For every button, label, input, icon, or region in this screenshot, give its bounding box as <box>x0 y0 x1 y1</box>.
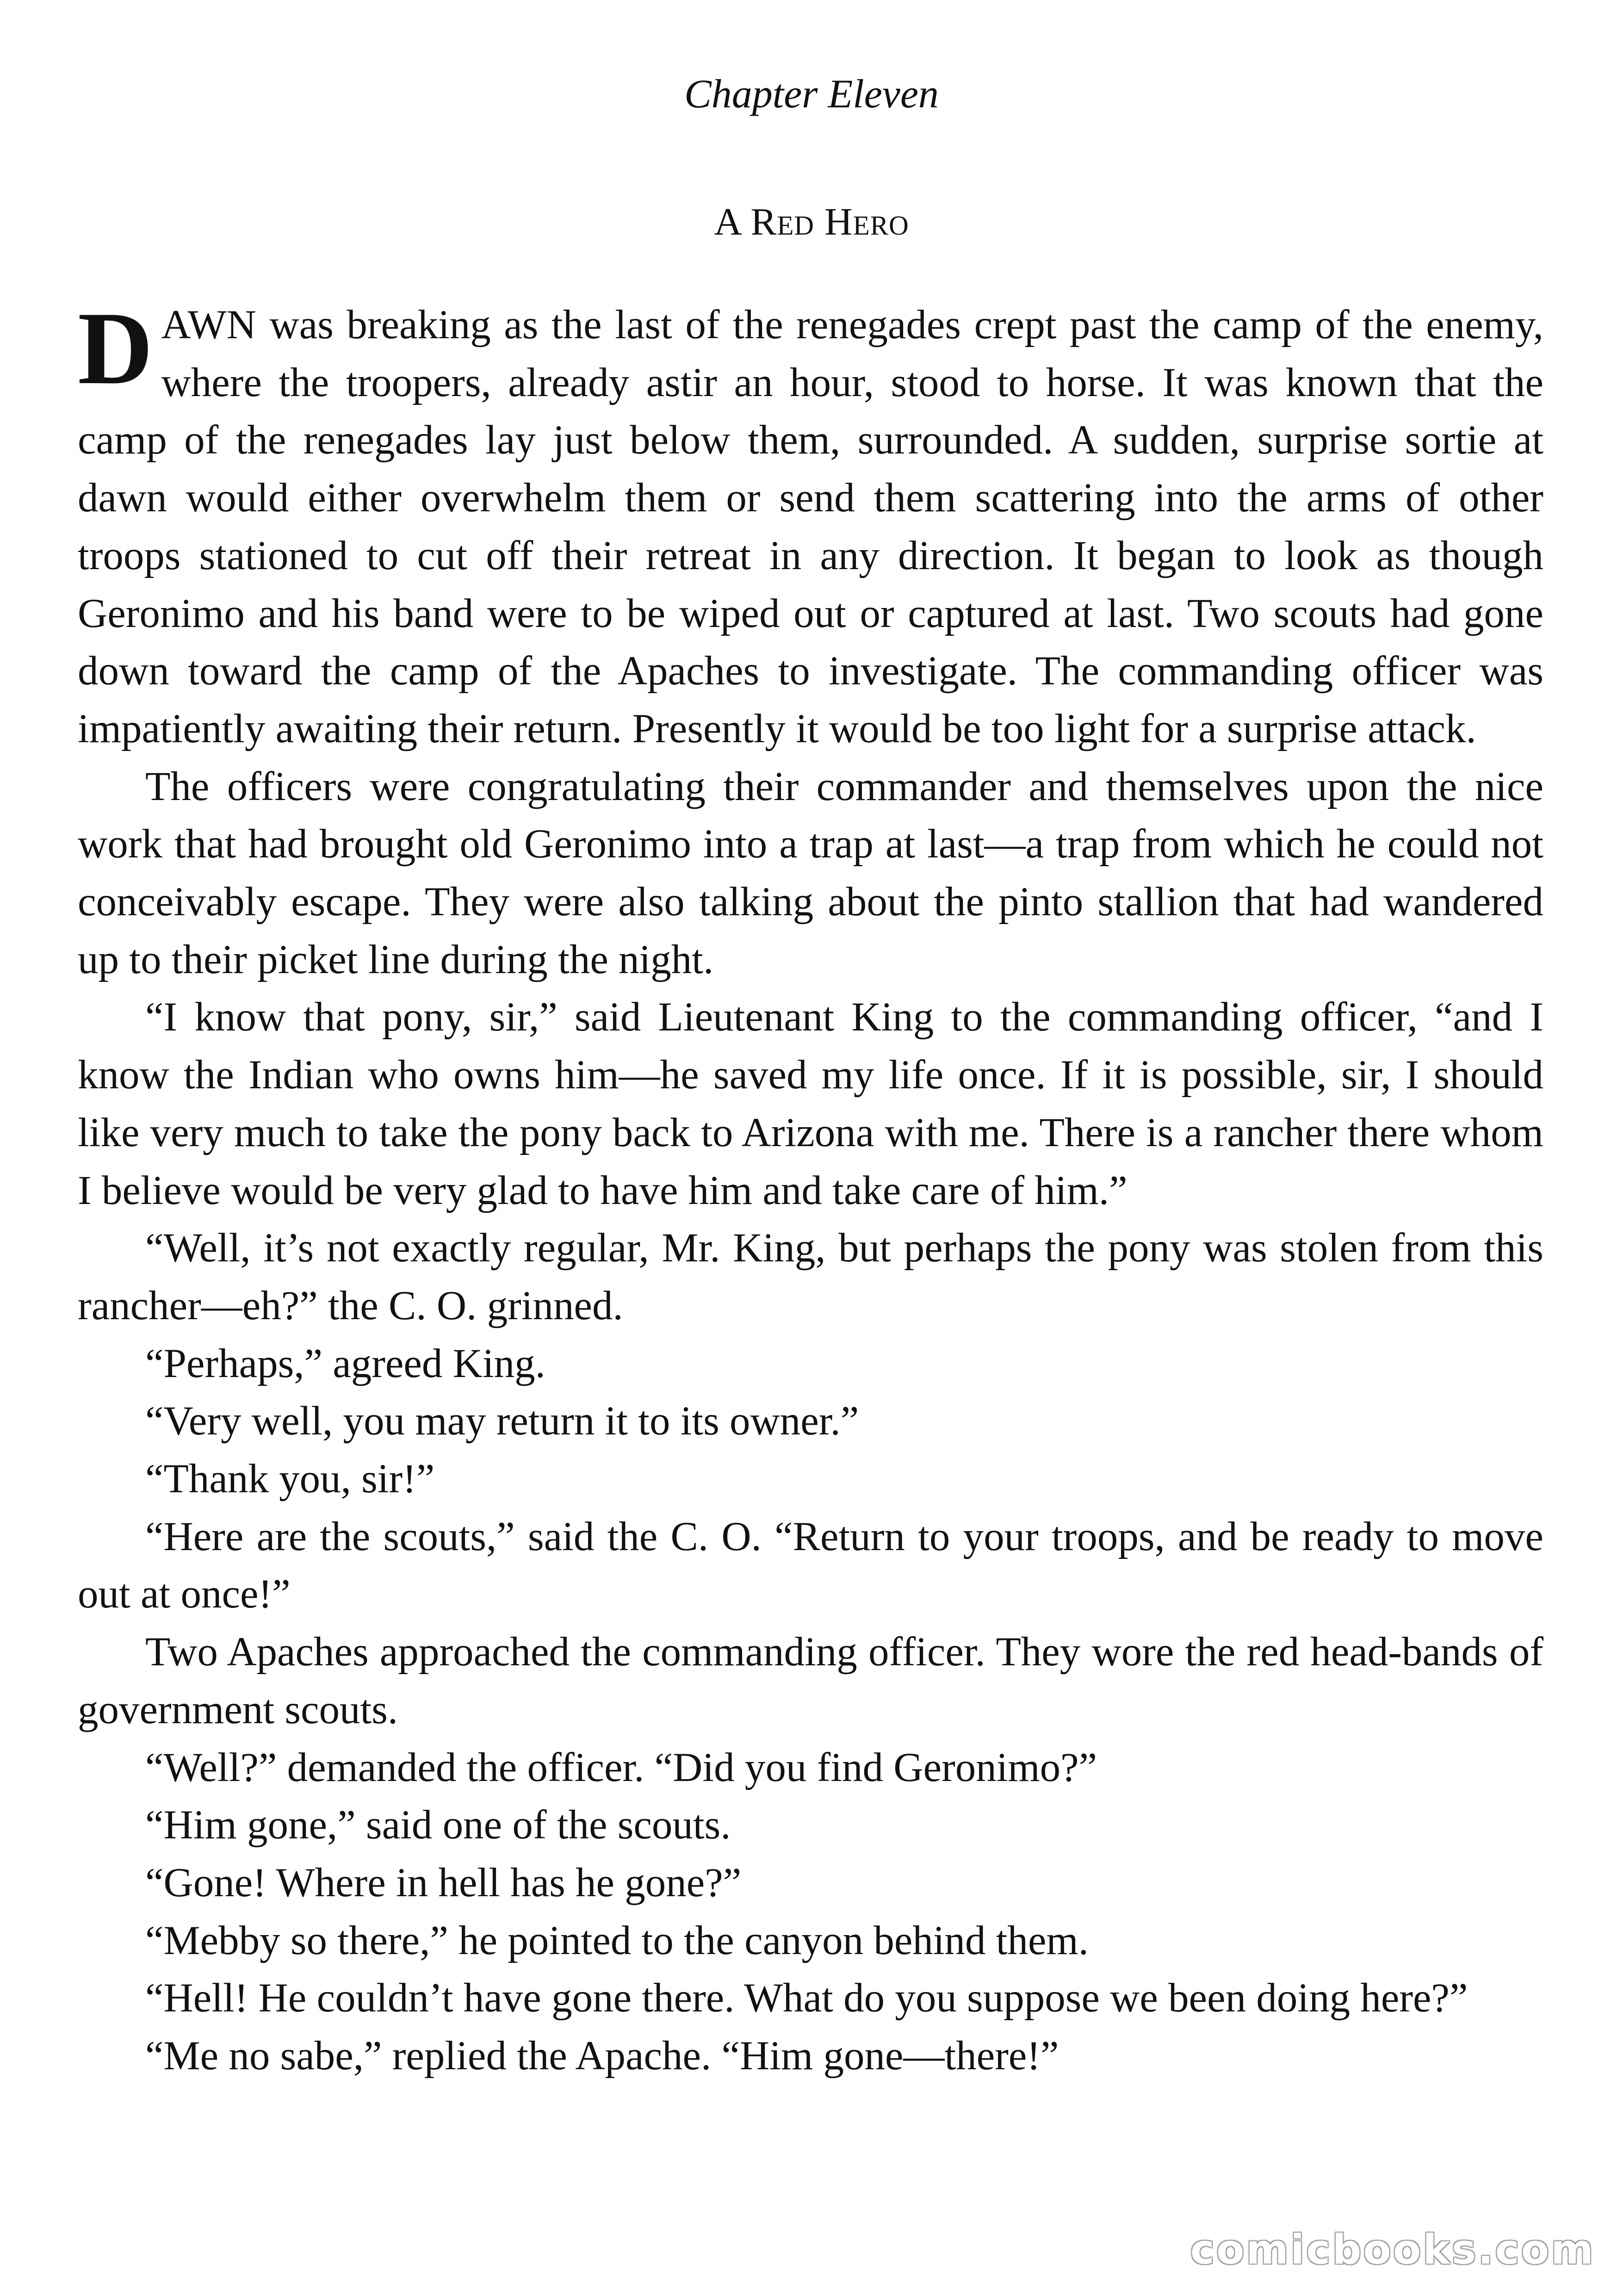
paragraph-2: The officers were congratulating their commander and themselves upon the nice work that had brought old Geronimo into a trap at last—a trap from which he could not conceivably escape. They were also talking about the pinto stallion that had wandered up to their picket line during the night. <box>78 763 1543 982</box>
paragraph-10: “Well?” demanded the officer. “Did you find Geronimo?” <box>145 1744 1097 1790</box>
paragraph-11: “Him gone,” said one of the scouts. <box>145 1802 731 1848</box>
paragraph-6: “Very well, you may return it to its owner.” <box>145 1398 859 1444</box>
paragraph-14: “Hell! He couldn’t have gone there. What do you suppose we been doing here?” <box>145 1975 1468 2021</box>
paragraph-7: “Thank you, sir!” <box>145 1456 435 1502</box>
watermark: comicbooks.com <box>1190 2226 1595 2273</box>
drop-cap: D <box>78 290 153 406</box>
paragraph-12: “Gone! Where in hell has he gone?” <box>145 1860 742 1905</box>
paragraph-4: “Well, it’s not exactly regular, Mr. King, but perhaps the pony was stolen from this rancher—eh?” the C. O. grinned. <box>78 1225 1543 1328</box>
chapter-title: A Red Hero <box>714 200 909 243</box>
chapter-heading: Chapter Eleven <box>684 72 939 117</box>
paragraph-5: “Perhaps,” agreed King. <box>145 1340 545 1386</box>
paragraph-3: “I know that pony, sir,” said Lieutenant King to the commanding officer, “and I know the Indian who owns him—he saved my life once. If it is possible, sir, I should like very much to take the pony back to Arizona with me. There is a rancher there whom I believe would be very glad to have him and take care of him.” <box>78 994 1543 1213</box>
paragraph-15: “Me no sabe,” replied the Apache. “Him gone—there!” <box>145 2033 1059 2079</box>
body-text <box>78 290 1543 2085</box>
paragraph-1 <box>78 290 1543 758</box>
paragraph-text: AWN was breaking as the last of the renegades crept past the camp of the enemy, where the troopers, already astir an hour, stood to horse. It was known that the camp of the renegades lay just below them, surrounded. A sudden, surprise sortie at dawn would either overwhelm them or send them scattering into the arms of other troops stationed to cut off their retreat in any direction. It began to look as though Geronimo and his band were to be wiped out or captured at last. Two scouts had gone down toward the camp of the Apaches to investigate. The commanding officer was impatiently awaiting their return. Presently it would be too light for a surprise attack. <box>78 302 1543 751</box>
paragraph-13: “Mebby so there,” he pointed to the canyon behind them. <box>145 1917 1089 1963</box>
paragraph-9: Two Apaches approached the commanding officer. They wore the red head-bands of government scouts. <box>78 1629 1543 1732</box>
paragraph-8: “Here are the scouts,” said the C. O. “Return to your troops, and be ready to move out at once!” <box>78 1514 1543 1617</box>
